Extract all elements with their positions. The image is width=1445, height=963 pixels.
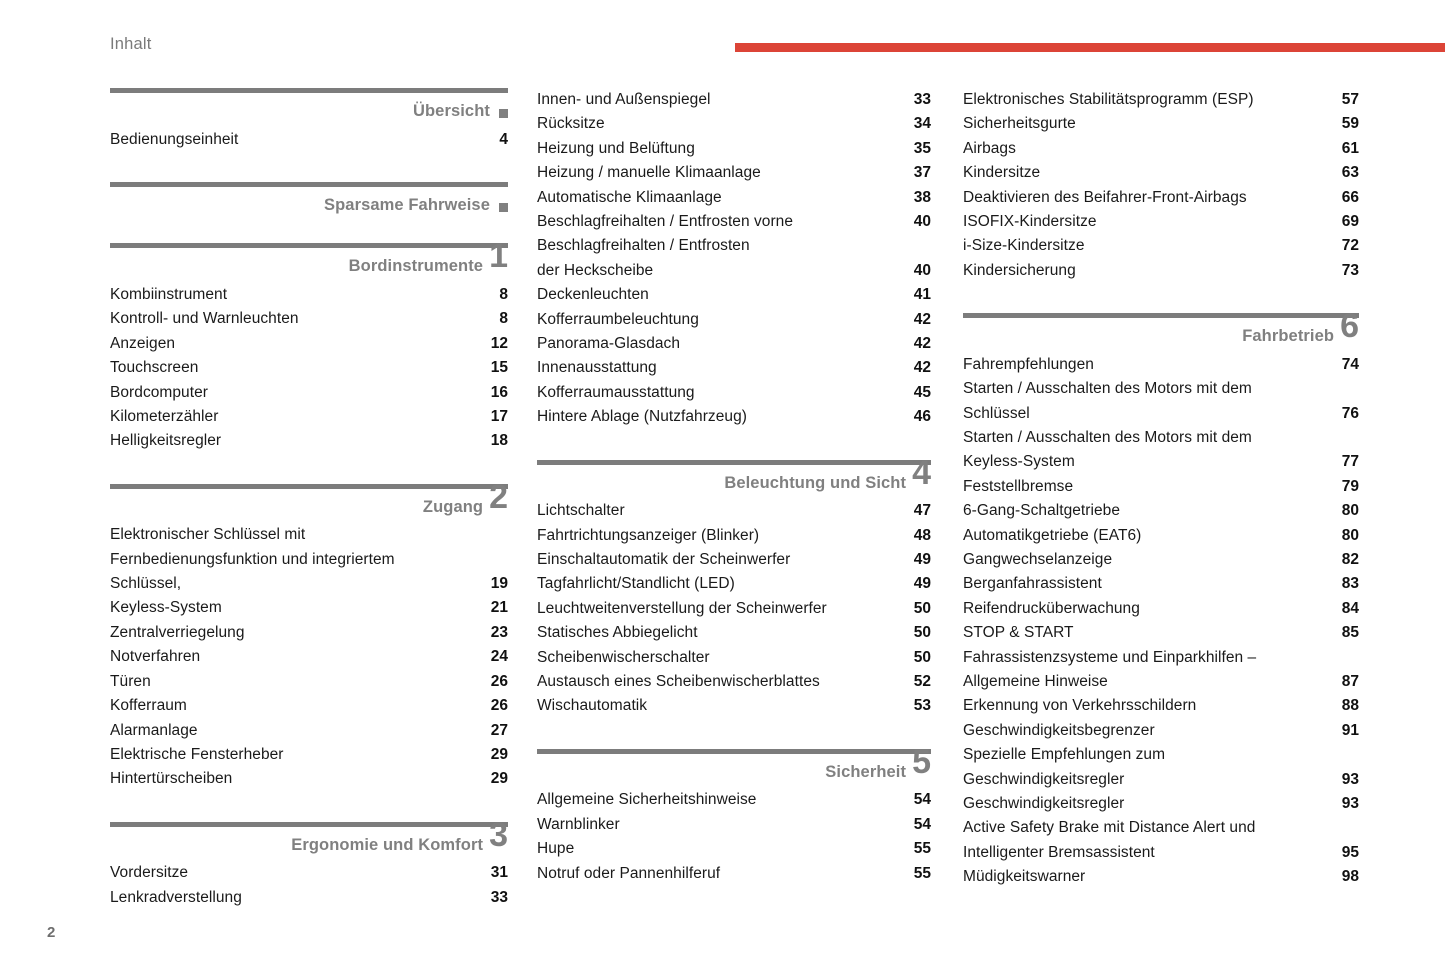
toc-entry[interactable] <box>110 128 508 152</box>
toc-entry-page: 80 <box>1341 502 1359 520</box>
toc-entry[interactable] <box>537 381 931 405</box>
page-footer <box>0 903 1445 963</box>
section-rule <box>110 243 508 248</box>
toc-entry-label: Airbags <box>963 139 1016 157</box>
toc-entry-page: 48 <box>913 526 931 544</box>
toc-entry-page: 66 <box>1341 188 1359 206</box>
toc-entry[interactable] <box>537 283 931 307</box>
section-entry-list <box>110 523 508 791</box>
toc-entry-label: Notverfahren <box>110 648 201 666</box>
toc-section <box>110 88 508 152</box>
toc-column-2 <box>537 88 931 886</box>
toc-entry-page: 15 <box>490 359 508 377</box>
toc-entry-page: 84 <box>1341 599 1359 617</box>
toc-entry-label: Leuchtweitenverstellung der Scheinwerfer <box>537 599 827 617</box>
toc-entry[interactable] <box>537 572 931 596</box>
toc-entry-label: Scheibenwischerschalter <box>537 648 710 666</box>
toc-entry-label: Starten / Ausschalten des Motors mit dem <box>963 380 1252 398</box>
toc-entry[interactable] <box>537 499 931 523</box>
toc-entry-page: 21 <box>490 599 508 617</box>
toc-entry[interactable] <box>537 259 931 283</box>
toc-entry-label: Rücksitze <box>537 115 605 133</box>
toc-entry-page: 50 <box>913 624 931 642</box>
toc-entry-label: Elektronisches Stabilitätsprogramm (ESP) <box>963 91 1254 108</box>
toc-entry-label: Heizung / manuelle Klimaanlage <box>537 164 761 182</box>
toc-entry-page: 88 <box>1341 697 1359 715</box>
toc-columns <box>0 88 1445 908</box>
section-header <box>963 307 1359 346</box>
section-title-row <box>110 237 508 276</box>
toc-column-3 <box>963 88 1359 890</box>
toc-entry-label: Kindersicherung <box>963 261 1076 279</box>
toc-entry-label: Automatische Klimaanlage <box>537 188 722 206</box>
toc-entry[interactable] <box>110 861 508 885</box>
toc-entry-page: 61 <box>1341 139 1359 157</box>
toc-entry[interactable] <box>537 694 931 718</box>
toc-entry-label: 6-Gang-Schaltgetriebe <box>963 502 1121 520</box>
toc-entry-label: Fahrtrichtungsanzeiger (Blinker) <box>537 526 760 544</box>
toc-entry-page: 42 <box>913 359 931 377</box>
toc-entry-page: 50 <box>913 648 931 666</box>
toc-entry-page: 77 <box>1341 453 1359 471</box>
toc-entry[interactable] <box>110 283 508 307</box>
toc-entry[interactable] <box>537 356 931 380</box>
toc-entry[interactable] <box>110 645 508 669</box>
toc-entry-page: 42 <box>913 335 931 353</box>
section-title: Sparsame Fahrweise <box>324 195 490 214</box>
toc-entry-label: Notruf oder Pannenhilferuf <box>537 864 721 882</box>
toc-entry[interactable] <box>963 137 1359 161</box>
section-header <box>537 453 931 492</box>
toc-entry-label: Kombiinstrument <box>110 285 228 303</box>
toc-entry-label: Helligkeitsregler <box>110 432 222 450</box>
toc-entry[interactable] <box>963 377 1359 401</box>
toc-entry-page: 91 <box>1341 721 1359 739</box>
toc-entry-page: 19 <box>490 575 508 593</box>
toc-entry[interactable] <box>110 356 508 380</box>
toc-entry-label: Automatikgetriebe (EAT6) <box>963 526 1142 544</box>
toc-section <box>537 742 931 886</box>
toc-entry-label: Anzeigen <box>110 334 176 352</box>
section-entry-list <box>537 88 931 430</box>
toc-section <box>963 88 1359 283</box>
toc-entry-page: 52 <box>913 673 931 691</box>
toc-entry[interactable] <box>963 186 1359 210</box>
toc-entry[interactable] <box>110 405 508 429</box>
toc-entry-page: 23 <box>490 623 508 641</box>
toc-entry-page: 49 <box>913 575 931 593</box>
toc-entry-label: Lichtschalter <box>537 502 625 520</box>
toc-entry[interactable] <box>110 767 508 791</box>
toc-entry[interactable] <box>537 210 931 234</box>
toc-entry-label: Wischautomatik <box>537 697 648 715</box>
toc-entry-label: Deckenleuchten <box>537 286 649 304</box>
toc-entry-page: 37 <box>913 164 931 182</box>
toc-entry-label: Zentralverriegelung <box>110 623 245 641</box>
toc-entry-page: 8 <box>499 285 508 303</box>
toc-entry-page: 46 <box>913 408 931 426</box>
toc-entry-label: Elektronischer Schlüssel mit <box>110 526 306 544</box>
toc-entry-page: 26 <box>490 697 508 715</box>
toc-entry-label: Hupe <box>537 840 575 858</box>
toc-section <box>537 88 931 430</box>
toc-entry[interactable] <box>110 548 508 572</box>
toc-entry-page: 12 <box>490 334 508 352</box>
toc-entry[interactable] <box>537 308 931 332</box>
toc-entry-label: Kontroll- und Warnleuchten <box>110 310 299 328</box>
toc-entry-page: 18 <box>490 432 508 450</box>
page-header-title: Inhalt <box>110 35 152 53</box>
toc-entry-page: 41 <box>913 286 931 304</box>
section-header <box>110 477 508 516</box>
toc-entry-label: Tagfahrlicht/Standlicht (LED) <box>537 575 735 593</box>
toc-entry[interactable] <box>537 88 931 112</box>
toc-entry[interactable] <box>110 429 508 453</box>
toc-entry-page: 72 <box>1341 237 1359 255</box>
toc-entry[interactable] <box>537 548 931 572</box>
toc-entry[interactable] <box>963 210 1359 234</box>
section-rule <box>537 749 931 754</box>
section-header <box>110 182 508 214</box>
toc-entry-label: Bordcomputer <box>110 383 208 401</box>
toc-entry[interactable] <box>537 670 931 694</box>
toc-entry[interactable] <box>963 816 1359 840</box>
toc-entry-page: 4 <box>499 130 508 148</box>
toc-entry-label: Geschwindigkeitsregler <box>963 795 1125 813</box>
toc-entry[interactable] <box>963 694 1359 718</box>
toc-entry-label: Kofferraumbeleuchtung <box>537 310 699 328</box>
toc-entry[interactable] <box>110 381 508 405</box>
toc-entry-page: 73 <box>1341 261 1359 279</box>
toc-entry-page: 87 <box>1341 673 1359 691</box>
toc-entry-page: 59 <box>1341 115 1359 133</box>
toc-entry[interactable] <box>537 646 931 670</box>
section-entry-list <box>537 499 931 719</box>
toc-entry[interactable] <box>963 743 1359 767</box>
toc-entry[interactable] <box>963 646 1359 670</box>
toc-entry-page: 80 <box>1341 526 1359 544</box>
toc-entry[interactable] <box>963 621 1359 645</box>
toc-entry[interactable] <box>963 792 1359 816</box>
section-title-row <box>110 192 508 214</box>
toc-entry-page: 29 <box>490 745 508 763</box>
toc-entry-label: Lenkradverstellung <box>110 888 242 906</box>
toc-entry-page: 74 <box>1341 355 1359 373</box>
toc-entry-label: Kilometerzähler <box>110 407 219 425</box>
toc-entry-label: Heizung und Belüftung <box>537 139 695 157</box>
toc-entry[interactable] <box>537 186 931 210</box>
toc-entry-label: Sicherheitsgurte <box>963 115 1076 133</box>
section-number-marker: 4 <box>912 453 931 492</box>
section-title: Ergonomie und Komfort <box>291 835 484 854</box>
toc-entry-label: Fernbedienungsfunktion und integriertem <box>110 550 395 568</box>
toc-entry-page: 29 <box>490 770 508 788</box>
toc-entry-page: 79 <box>1341 477 1359 495</box>
toc-entry-page: 83 <box>1341 575 1359 593</box>
toc-entry[interactable] <box>963 670 1359 694</box>
toc-entry-label: Panorama-Glasdach <box>537 335 681 353</box>
section-number-marker: 1 <box>489 237 508 276</box>
toc-entry-page: 55 <box>913 840 931 858</box>
toc-entry-label: Fahrempfehlungen <box>963 355 1094 373</box>
toc-entry[interactable] <box>110 743 508 767</box>
toc-entry-page: 63 <box>1341 164 1359 182</box>
toc-entry[interactable] <box>963 234 1359 258</box>
toc-entry-page: 27 <box>490 721 508 739</box>
section-header <box>110 237 508 276</box>
toc-entry-label: Allgemeine Sicherheitshinweise <box>537 791 757 809</box>
toc-entry[interactable] <box>963 719 1359 743</box>
toc-entry[interactable] <box>110 332 508 356</box>
toc-entry[interactable] <box>537 813 931 837</box>
toc-entry[interactable] <box>537 621 931 645</box>
toc-entry-page: 34 <box>913 115 931 133</box>
toc-entry-page: 38 <box>913 188 931 206</box>
section-rule <box>110 484 508 489</box>
toc-entry-page: 57 <box>1341 91 1359 108</box>
toc-entry-label: Starten / Ausschalten des Motors mit dem <box>963 428 1252 446</box>
section-entry-list <box>963 88 1359 283</box>
toc-entry-page: 42 <box>913 310 931 328</box>
section-title: Sicherheit <box>825 762 907 781</box>
toc-entry-page: 85 <box>1341 624 1359 642</box>
toc-entry-label: Kofferraum <box>110 697 187 715</box>
toc-entry-label: Beschlagfreihalten / Entfrosten <box>537 237 750 255</box>
section-rule <box>963 313 1359 318</box>
toc-entry-label: der Heckscheibe <box>537 261 654 279</box>
toc-entry-label: Austausch eines Scheibenwischerblattes <box>537 673 820 691</box>
toc-entry-page: 54 <box>913 791 931 809</box>
toc-entry-label: Warnblinker <box>537 815 620 833</box>
section-title: Bordinstrumente <box>348 257 484 276</box>
toc-entry-label: Active Safety Brake mit Distance Alert und <box>963 819 1256 837</box>
section-title-row <box>110 477 508 516</box>
toc-entry-page: 95 <box>1341 843 1359 861</box>
toc-entry-page: 16 <box>490 383 508 401</box>
toc-entry-label: Allgemeine Hinweise <box>963 673 1108 691</box>
toc-entry[interactable] <box>963 402 1359 426</box>
toc-entry-page: 54 <box>913 815 931 833</box>
section-header <box>110 815 508 854</box>
toc-entry-label: Elektrische Fensterheber <box>110 745 284 763</box>
section-number-marker: 3 <box>489 815 508 854</box>
section-number-marker: 2 <box>489 477 508 516</box>
toc-entry[interactable] <box>963 161 1359 185</box>
toc-entry[interactable] <box>537 161 931 185</box>
header-accent-bar <box>735 43 1445 52</box>
toc-entry-label: Hintere Ablage (Nutzfahrzeug) <box>537 408 747 426</box>
toc-entry[interactable] <box>537 788 931 812</box>
section-entry-list <box>110 128 508 152</box>
section-entry-list <box>963 353 1359 890</box>
toc-entry[interactable] <box>110 670 508 694</box>
section-entry-list <box>537 788 931 886</box>
toc-section <box>110 815 508 910</box>
toc-entry-page: 45 <box>913 383 931 401</box>
section-number-marker: 5 <box>912 742 931 781</box>
toc-entry[interactable] <box>537 137 931 161</box>
section-title-row <box>963 307 1359 346</box>
toc-entry-label: Touchscreen <box>110 359 199 377</box>
toc-entry[interactable] <box>963 597 1359 621</box>
toc-entry[interactable] <box>963 524 1359 548</box>
toc-entry[interactable] <box>963 259 1359 283</box>
toc-entry-page: 8 <box>499 310 508 328</box>
toc-entry[interactable] <box>963 548 1359 572</box>
toc-entry[interactable] <box>110 307 508 331</box>
section-title: Fahrbetrieb <box>1242 327 1335 346</box>
section-title: Beleuchtung und Sicht <box>724 473 907 492</box>
toc-entry-label: Schlüssel <box>963 404 1030 422</box>
toc-entry[interactable] <box>537 405 931 429</box>
toc-entry-page: 93 <box>1341 770 1359 788</box>
section-entry-list <box>110 283 508 454</box>
toc-entry-page: 55 <box>913 864 931 882</box>
toc-entry[interactable] <box>963 426 1359 450</box>
toc-section <box>110 182 508 214</box>
toc-entry[interactable] <box>963 475 1359 499</box>
toc-entry[interactable] <box>537 837 931 861</box>
toc-entry-page: 82 <box>1341 551 1359 568</box>
toc-entry-label: Spezielle Empfehlungen zum <box>963 746 1166 764</box>
toc-section <box>110 477 508 792</box>
toc-entry-page: 49 <box>913 551 931 568</box>
toc-entry-label: Bedienungseinheit <box>110 130 239 148</box>
toc-entry-page: 76 <box>1341 404 1359 422</box>
section-rule <box>537 460 931 465</box>
section-number-marker: 6 <box>1340 307 1359 346</box>
toc-entry-label: Statisches Abbiegelicht <box>537 624 698 642</box>
toc-entry-label: Hintertürscheiben <box>110 770 233 788</box>
toc-entry[interactable] <box>963 450 1359 474</box>
toc-entry-label: Vordersitze <box>110 864 189 882</box>
toc-entry-label: i-Size-Kindersitze <box>963 237 1085 255</box>
toc-entry-label: Geschwindigkeitsregler <box>963 770 1125 788</box>
toc-entry-page: 40 <box>913 213 931 231</box>
toc-entry[interactable] <box>110 621 508 645</box>
toc-entry-label: Feststellbremse <box>963 477 1074 495</box>
toc-entry-label: ISOFIX-Kindersitze <box>963 213 1097 231</box>
page-number: 2 <box>47 924 56 941</box>
section-square-marker-icon <box>499 109 508 118</box>
toc-entry-label: Geschwindigkeitsbegrenzer <box>963 721 1155 739</box>
toc-entry[interactable] <box>963 768 1359 792</box>
toc-entry[interactable] <box>110 694 508 718</box>
section-title-row <box>110 98 508 120</box>
toc-entry-page: 47 <box>913 502 931 520</box>
toc-entry-label: Schlüssel, <box>110 575 182 593</box>
section-header <box>537 742 931 781</box>
toc-entry-label: Intelligenter Bremsassistent <box>963 843 1155 861</box>
toc-entry-page: 93 <box>1341 795 1359 813</box>
toc-entry-page: 50 <box>913 599 931 617</box>
toc-entry-page: 33 <box>913 91 931 108</box>
section-title-row <box>537 453 931 492</box>
section-rule <box>110 88 508 93</box>
toc-entry[interactable] <box>963 88 1359 112</box>
toc-entry-page: 31 <box>490 864 508 882</box>
section-title-row <box>537 742 931 781</box>
section-rule <box>110 182 508 187</box>
toc-section <box>537 453 931 719</box>
toc-entry[interactable] <box>963 353 1359 377</box>
toc-entry-page: 33 <box>490 888 508 906</box>
toc-entry-label: Innenausstattung <box>537 359 657 377</box>
toc-entry-label: Beschlagfreihalten / Entfrosten vorne <box>537 213 794 231</box>
toc-entry[interactable] <box>963 572 1359 596</box>
toc-entry[interactable] <box>537 524 931 548</box>
toc-entry-label: Müdigkeitswarner <box>963 868 1086 886</box>
toc-entry-label: STOP & START <box>963 624 1074 642</box>
toc-entry-label: Einschaltautomatik der Scheinwerfer <box>537 551 791 568</box>
toc-entry-label: Alarmanlage <box>110 721 198 739</box>
toc-entry-page: 17 <box>490 407 508 425</box>
toc-column-1 <box>110 88 508 910</box>
section-title-row <box>110 815 508 854</box>
toc-entry[interactable] <box>110 572 508 596</box>
toc-entry[interactable] <box>963 112 1359 136</box>
toc-entry-page: 69 <box>1341 213 1359 231</box>
toc-entry[interactable] <box>110 719 508 743</box>
section-square-marker-icon <box>499 203 508 212</box>
toc-entry-page: 26 <box>490 672 508 690</box>
section-rule <box>110 822 508 827</box>
toc-entry-page: 98 <box>1341 868 1359 886</box>
toc-entry[interactable] <box>110 596 508 620</box>
section-title: Zugang <box>422 497 484 516</box>
toc-entry[interactable] <box>537 862 931 886</box>
toc-entry-label: Kofferraumausstattung <box>537 383 695 401</box>
toc-entry-label: Keyless-System <box>963 453 1075 471</box>
toc-entry-label: Kindersitze <box>963 164 1041 182</box>
toc-entry-page: 24 <box>490 648 508 666</box>
toc-entry-label: Reifendrucküberwachung <box>963 599 1140 617</box>
toc-entry[interactable] <box>537 332 931 356</box>
page-header <box>0 0 1445 70</box>
toc-entry-label: Innen- und Außenspiegel <box>537 91 711 108</box>
toc-entry-page: 53 <box>913 697 931 715</box>
toc-entry-label: Erkennung von Verkehrsschildern <box>963 697 1197 715</box>
toc-section <box>110 237 508 453</box>
section-title: Übersicht <box>412 102 490 120</box>
toc-entry-label: Gangwechselanzeige <box>963 551 1113 568</box>
section-header <box>110 88 508 120</box>
toc-entry[interactable] <box>963 499 1359 523</box>
toc-entry-page: 40 <box>913 261 931 279</box>
toc-entry[interactable] <box>963 841 1359 865</box>
toc-entry-label: Türen <box>110 672 151 690</box>
toc-entry-label: Berganfahrassistent <box>963 575 1102 593</box>
toc-section <box>963 307 1359 889</box>
toc-entry[interactable] <box>110 523 508 547</box>
toc-entry[interactable] <box>537 597 931 621</box>
toc-entry-label: Deaktivieren des Beifahrer-Front-Airbags <box>963 188 1247 206</box>
toc-entry-label: Fahrassistenzsysteme und Einparkhilfen – <box>963 648 1257 666</box>
toc-entry-page: 35 <box>913 139 931 157</box>
toc-entry[interactable] <box>537 234 931 258</box>
toc-entry[interactable] <box>537 112 931 136</box>
toc-entry[interactable] <box>963 865 1359 889</box>
toc-entry-label: Keyless-System <box>110 599 222 617</box>
